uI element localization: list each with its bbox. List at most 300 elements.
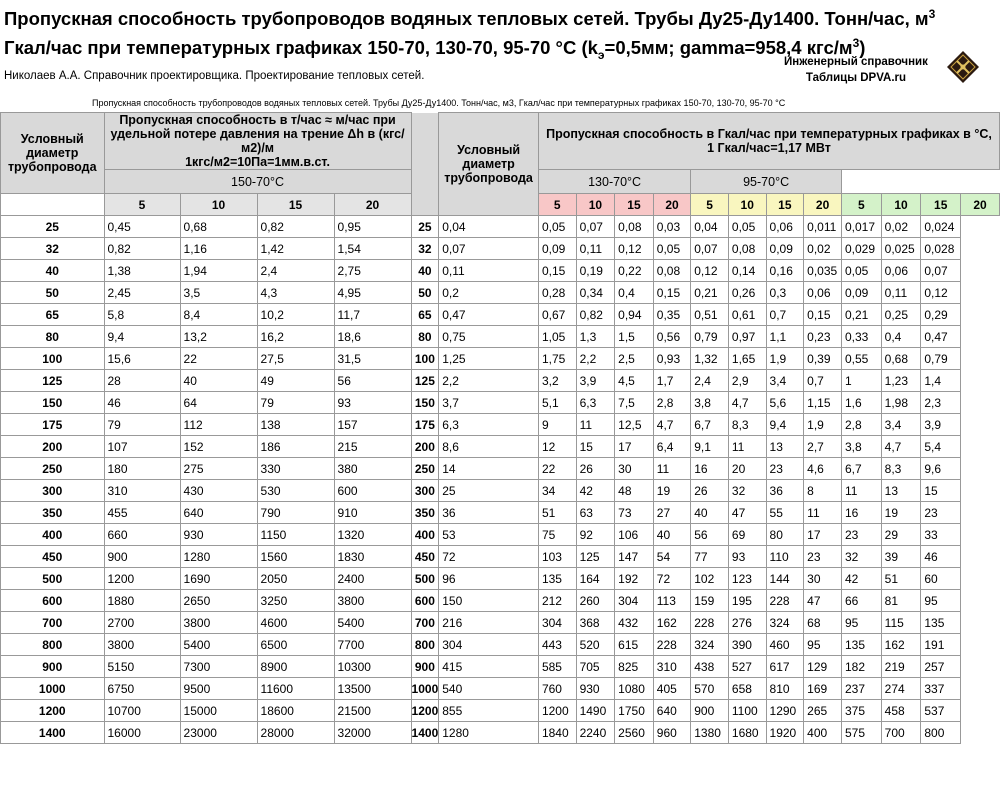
heat-cell: 705 bbox=[576, 656, 615, 678]
heat-cell: 0,55 bbox=[841, 348, 881, 370]
heat-cell: 0,4 bbox=[881, 326, 921, 348]
diameter-cell-2: 40 bbox=[411, 260, 439, 282]
heat-cell: 3,7 bbox=[439, 392, 539, 414]
pressure-20: 20 bbox=[334, 194, 411, 216]
flow-cell: 1,42 bbox=[257, 238, 334, 260]
heat-cell: 0,08 bbox=[728, 238, 766, 260]
heat-cell: 0,017 bbox=[841, 216, 881, 238]
heat-cell: 615 bbox=[615, 634, 654, 656]
heat-cell: 2,4 bbox=[691, 370, 729, 392]
g2-p10: 10 bbox=[728, 194, 766, 216]
flow-cell: 1,38 bbox=[104, 260, 180, 282]
reference-line2: Таблицы DPVA.ru bbox=[805, 72, 907, 84]
heat-cell: 66 bbox=[841, 590, 881, 612]
heat-cell: 0,21 bbox=[691, 282, 729, 304]
heat-cell: 2,2 bbox=[439, 370, 539, 392]
flow-cell: 1280 bbox=[180, 546, 257, 568]
heat-cell: 0,61 bbox=[728, 304, 766, 326]
flow-cell: 330 bbox=[257, 458, 334, 480]
diameter-cell: 1200 bbox=[1, 700, 105, 722]
heat-cell: 1200 bbox=[538, 700, 576, 722]
heat-cell: 310 bbox=[653, 656, 690, 678]
diameter-cell: 250 bbox=[1, 458, 105, 480]
heat-cell: 0,68 bbox=[881, 348, 921, 370]
heat-cell: 0,07 bbox=[576, 216, 615, 238]
flow-cell: 2,75 bbox=[334, 260, 411, 282]
flow-cell: 23000 bbox=[180, 722, 257, 744]
flow-cell: 152 bbox=[180, 436, 257, 458]
heat-cell: 8,6 bbox=[439, 436, 539, 458]
diameter-cell-2: 80 bbox=[411, 326, 439, 348]
heat-cell: 700 bbox=[881, 722, 921, 744]
heat-cell: 8,3 bbox=[881, 458, 921, 480]
heat-cell: 55 bbox=[766, 502, 804, 524]
heat-cell: 103 bbox=[538, 546, 576, 568]
diameter-cell: 350 bbox=[1, 502, 105, 524]
heat-cell: 0,97 bbox=[728, 326, 766, 348]
heat-cell: 144 bbox=[766, 568, 804, 590]
flow-cell: 310 bbox=[104, 480, 180, 502]
heat-cell: 1,7 bbox=[653, 370, 690, 392]
flow-cell: 430 bbox=[180, 480, 257, 502]
heat-cell: 1 bbox=[841, 370, 881, 392]
heat-cell: 29 bbox=[881, 524, 921, 546]
heat-cell: 129 bbox=[804, 656, 842, 678]
heat-cell: 34 bbox=[538, 480, 576, 502]
heat-cell: 4,5 bbox=[615, 370, 654, 392]
diameter-cell: 100 bbox=[1, 348, 105, 370]
heat-cell: 1,25 bbox=[439, 348, 539, 370]
flow-cell: 10,2 bbox=[257, 304, 334, 326]
heat-cell: 113 bbox=[653, 590, 690, 612]
diameter-cell: 40 bbox=[1, 260, 105, 282]
heat-cell: 0,04 bbox=[439, 216, 539, 238]
heat-cell: 11 bbox=[728, 436, 766, 458]
heat-cell: 0,15 bbox=[804, 304, 842, 326]
heat-cell: 0,09 bbox=[766, 238, 804, 260]
heat-cell: 2,5 bbox=[615, 348, 654, 370]
heat-cell: 1,4 bbox=[921, 370, 961, 392]
reference-label[interactable] bbox=[784, 54, 928, 86]
heat-cell: 9,6 bbox=[921, 458, 961, 480]
heat-cell: 125 bbox=[576, 546, 615, 568]
heat-cell: 520 bbox=[576, 634, 615, 656]
heat-cell: 169 bbox=[804, 678, 842, 700]
heat-cell: 0,47 bbox=[921, 326, 961, 348]
heat-cell: 658 bbox=[728, 678, 766, 700]
flow-cell: 93 bbox=[334, 392, 411, 414]
heat-cell: 0,12 bbox=[615, 238, 654, 260]
heat-cell: 1,15 bbox=[804, 392, 842, 414]
heat-cell: 182 bbox=[841, 656, 881, 678]
flow-cell: 11,7 bbox=[334, 304, 411, 326]
heat-cell: 0,56 bbox=[653, 326, 690, 348]
diameter-cell: 400 bbox=[1, 524, 105, 546]
heat-cell: 400 bbox=[804, 722, 842, 744]
heat-cell: 40 bbox=[653, 524, 690, 546]
diameter-cell: 50 bbox=[1, 282, 105, 304]
heat-cell: 237 bbox=[841, 678, 881, 700]
table-row bbox=[1, 348, 1000, 370]
heat-cell: 162 bbox=[653, 612, 690, 634]
header-diameter: Условный диаметр трубопровода bbox=[1, 113, 105, 194]
heat-cell: 0,11 bbox=[576, 238, 615, 260]
flow-cell: 3800 bbox=[180, 612, 257, 634]
flow-cell: 1690 bbox=[180, 568, 257, 590]
table-row bbox=[1, 656, 1000, 678]
heat-cell: 0,94 bbox=[615, 304, 654, 326]
flow-cell: 3,5 bbox=[180, 282, 257, 304]
heat-cell: 855 bbox=[439, 700, 539, 722]
diameter-cell: 150 bbox=[1, 392, 105, 414]
flow-cell: 2650 bbox=[180, 590, 257, 612]
heat-cell: 19 bbox=[653, 480, 690, 502]
heat-cell: 54 bbox=[653, 546, 690, 568]
heat-cell: 585 bbox=[538, 656, 576, 678]
heat-cell: 443 bbox=[538, 634, 576, 656]
flow-cell: 32000 bbox=[334, 722, 411, 744]
flow-cell: 5150 bbox=[104, 656, 180, 678]
heat-cell: 0,28 bbox=[538, 282, 576, 304]
flow-cell: 18,6 bbox=[334, 326, 411, 348]
heat-cell: 570 bbox=[691, 678, 729, 700]
heat-cell: 39 bbox=[881, 546, 921, 568]
header-diameter-2: Условный диаметр трубопровода bbox=[439, 113, 539, 216]
heat-cell: 11 bbox=[804, 502, 842, 524]
heat-cell: 1680 bbox=[728, 722, 766, 744]
heat-cell: 390 bbox=[728, 634, 766, 656]
flow-cell: 0,82 bbox=[104, 238, 180, 260]
flow-cell: 600 bbox=[334, 480, 411, 502]
heat-cell: 23 bbox=[804, 546, 842, 568]
group-header-3: 95-70°C bbox=[691, 170, 842, 194]
heat-cell: 63 bbox=[576, 502, 615, 524]
heat-cell: 5,4 bbox=[921, 436, 961, 458]
flow-cell: 1150 bbox=[257, 524, 334, 546]
heat-cell: 0,75 bbox=[439, 326, 539, 348]
heat-cell: 32 bbox=[728, 480, 766, 502]
heat-cell: 304 bbox=[538, 612, 576, 634]
heat-cell: 80 bbox=[766, 524, 804, 546]
heat-cell: 1100 bbox=[728, 700, 766, 722]
heat-cell: 0,09 bbox=[841, 282, 881, 304]
table-row bbox=[1, 524, 1000, 546]
heat-cell: 68 bbox=[804, 612, 842, 634]
diameter-cell-2: 65 bbox=[411, 304, 439, 326]
heat-cell: 81 bbox=[881, 590, 921, 612]
heat-cell: 36 bbox=[766, 480, 804, 502]
flow-cell: 28000 bbox=[257, 722, 334, 744]
heat-cell: 575 bbox=[841, 722, 881, 744]
table-row bbox=[1, 392, 1000, 414]
heat-cell: 276 bbox=[728, 612, 766, 634]
diameter-cell: 1000 bbox=[1, 678, 105, 700]
heat-cell: 147 bbox=[615, 546, 654, 568]
heat-cell: 0,06 bbox=[766, 216, 804, 238]
heat-cell: 1,32 bbox=[691, 348, 729, 370]
heat-cell: 20 bbox=[728, 458, 766, 480]
heat-cell: 135 bbox=[841, 634, 881, 656]
flow-cell: 15,6 bbox=[104, 348, 180, 370]
flow-cell: 56 bbox=[334, 370, 411, 392]
heat-cell: 0,35 bbox=[653, 304, 690, 326]
heat-cell: 0,33 bbox=[841, 326, 881, 348]
heat-cell: 0,11 bbox=[439, 260, 539, 282]
heat-cell: 800 bbox=[921, 722, 961, 744]
heat-cell: 93 bbox=[728, 546, 766, 568]
heat-cell: 540 bbox=[439, 678, 539, 700]
heat-cell: 23 bbox=[921, 502, 961, 524]
page-title: Пропускная способность трубопроводов водяных тепловых сетей. Трубы Ду25-Ду1400. Тонн/час, $м^3$ Гкал/час при температурных графиках 150-70, 130-70, 95-70 °C ($k_э=0,5мм$; gamma=958,4 кгс/$м^3$) bbox=[4, 7, 936, 62]
author-line: Николаев А.А. Справочник проектировщика. Проектирование тепловых сетей. bbox=[4, 70, 425, 82]
heat-cell: 4,7 bbox=[881, 436, 921, 458]
heat-cell: 0,3 bbox=[766, 282, 804, 304]
heat-cell: 2240 bbox=[576, 722, 615, 744]
heat-cell: 405 bbox=[653, 678, 690, 700]
flow-cell: 4,3 bbox=[257, 282, 334, 304]
flow-cell: 380 bbox=[334, 458, 411, 480]
g2-p20: 20 bbox=[804, 194, 842, 216]
diameter-cell-2: 250 bbox=[411, 458, 439, 480]
heat-cell: 375 bbox=[841, 700, 881, 722]
heat-cell: 3,4 bbox=[766, 370, 804, 392]
heat-cell: 42 bbox=[576, 480, 615, 502]
heat-cell: 51 bbox=[538, 502, 576, 524]
flow-cell: 2050 bbox=[257, 568, 334, 590]
heat-cell: 304 bbox=[439, 634, 539, 656]
heat-cell: 9,1 bbox=[691, 436, 729, 458]
heat-cell: 537 bbox=[921, 700, 961, 722]
heat-cell: 458 bbox=[881, 700, 921, 722]
g2-p15: 15 bbox=[766, 194, 804, 216]
heat-cell: 1,1 bbox=[766, 326, 804, 348]
flow-cell: 1,16 bbox=[180, 238, 257, 260]
table-row bbox=[1, 590, 1000, 612]
table-row bbox=[1, 414, 1000, 436]
heat-cell: 0,39 bbox=[804, 348, 842, 370]
flow-cell: 0,82 bbox=[257, 216, 334, 238]
heat-cell: 2560 bbox=[615, 722, 654, 744]
flow-cell: 9500 bbox=[180, 678, 257, 700]
heat-cell: 5,1 bbox=[538, 392, 576, 414]
table-row bbox=[1, 216, 1000, 238]
dpva-logo-icon[interactable] bbox=[946, 50, 980, 84]
g3-p10: 10 bbox=[881, 194, 921, 216]
heat-cell: 69 bbox=[728, 524, 766, 546]
heat-cell: 0,011 bbox=[804, 216, 842, 238]
flow-cell: 10700 bbox=[104, 700, 180, 722]
heat-cell: 2,8 bbox=[841, 414, 881, 436]
flow-cell: 2,4 bbox=[257, 260, 334, 282]
heat-cell: 14 bbox=[439, 458, 539, 480]
diameter-cell-2: 1400 bbox=[411, 722, 439, 744]
diameter-cell-2: 1000 bbox=[411, 678, 439, 700]
heat-cell: 0,15 bbox=[538, 260, 576, 282]
heat-cell: 115 bbox=[881, 612, 921, 634]
heat-cell: 1,75 bbox=[538, 348, 576, 370]
heat-cell: 6,3 bbox=[576, 392, 615, 414]
flow-cell: 46 bbox=[104, 392, 180, 414]
diameter-cell: 900 bbox=[1, 656, 105, 678]
heat-cell: 219 bbox=[881, 656, 921, 678]
g2-p5: 5 bbox=[691, 194, 729, 216]
heat-cell: 0,4 bbox=[615, 282, 654, 304]
flow-cell: 6750 bbox=[104, 678, 180, 700]
flow-cell: 180 bbox=[104, 458, 180, 480]
heat-cell: 73 bbox=[615, 502, 654, 524]
heat-cell: 0,19 bbox=[576, 260, 615, 282]
heat-cell: 95 bbox=[804, 634, 842, 656]
diameter-cell-2: 125 bbox=[411, 370, 439, 392]
heat-cell: 0,025 bbox=[881, 238, 921, 260]
g3-p5: 5 bbox=[841, 194, 881, 216]
heat-cell: 260 bbox=[576, 590, 615, 612]
heat-cell: 0,34 bbox=[576, 282, 615, 304]
diameter-cell-2: 150 bbox=[411, 392, 439, 414]
diameter-cell-2: 32 bbox=[411, 238, 439, 260]
heat-cell: 92 bbox=[576, 524, 615, 546]
heat-cell: 0,08 bbox=[653, 260, 690, 282]
flow-cell: 1,54 bbox=[334, 238, 411, 260]
g1-p15: 15 bbox=[615, 194, 654, 216]
heat-cell: 1,5 bbox=[615, 326, 654, 348]
flow-cell: 455 bbox=[104, 502, 180, 524]
heat-cell: 0,16 bbox=[766, 260, 804, 282]
diameter-cell-2: 900 bbox=[411, 656, 439, 678]
heat-cell: 8,3 bbox=[728, 414, 766, 436]
heat-cell: 9,4 bbox=[766, 414, 804, 436]
heat-cell: 0,11 bbox=[881, 282, 921, 304]
table-row bbox=[1, 238, 1000, 260]
table-row bbox=[1, 568, 1000, 590]
flow-cell: 15000 bbox=[180, 700, 257, 722]
heat-cell: 0,07 bbox=[439, 238, 539, 260]
heat-cell: 0,07 bbox=[921, 260, 961, 282]
flow-cell: 0,95 bbox=[334, 216, 411, 238]
heat-cell: 195 bbox=[728, 590, 766, 612]
flow-cell: 900 bbox=[104, 546, 180, 568]
flow-cell: 930 bbox=[180, 524, 257, 546]
heat-cell: 26 bbox=[691, 480, 729, 502]
reference-line1: Инженерный справочник bbox=[784, 56, 928, 68]
heat-cell: 760 bbox=[538, 678, 576, 700]
diameter-cell-2: 350 bbox=[411, 502, 439, 524]
heat-cell: 0,06 bbox=[804, 282, 842, 304]
heat-cell: 1840 bbox=[538, 722, 576, 744]
flow-cell: 5400 bbox=[180, 634, 257, 656]
heat-cell: 48 bbox=[615, 480, 654, 502]
flow-cell: 275 bbox=[180, 458, 257, 480]
heat-cell: 3,8 bbox=[691, 392, 729, 414]
heat-cell: 0,04 bbox=[691, 216, 729, 238]
heat-cell: 162 bbox=[881, 634, 921, 656]
heat-cell: 265 bbox=[804, 700, 842, 722]
heat-cell: 5,6 bbox=[766, 392, 804, 414]
heat-cell: 23 bbox=[766, 458, 804, 480]
heat-cell: 6,7 bbox=[691, 414, 729, 436]
heat-cell: 1,05 bbox=[538, 326, 576, 348]
flow-cell: 8900 bbox=[257, 656, 334, 678]
flow-cell: 5400 bbox=[334, 612, 411, 634]
g1-p5: 5 bbox=[538, 194, 576, 216]
flow-cell: 9,4 bbox=[104, 326, 180, 348]
pressure-15: 15 bbox=[257, 194, 334, 216]
heat-cell: 228 bbox=[691, 612, 729, 634]
table-row bbox=[1, 458, 1000, 480]
heat-cell: 0,22 bbox=[615, 260, 654, 282]
flow-cell: 31,5 bbox=[334, 348, 411, 370]
heat-cell: 19 bbox=[881, 502, 921, 524]
pressure-5: 5 bbox=[104, 194, 180, 216]
flow-cell: 790 bbox=[257, 502, 334, 524]
flow-cell: 21500 bbox=[334, 700, 411, 722]
diameter-cell-2: 500 bbox=[411, 568, 439, 590]
flow-cell: 16000 bbox=[104, 722, 180, 744]
heat-cell: 0,03 bbox=[653, 216, 690, 238]
heat-cell: 640 bbox=[653, 700, 690, 722]
flow-cell: 7700 bbox=[334, 634, 411, 656]
heat-cell: 1920 bbox=[766, 722, 804, 744]
g3-p15: 15 bbox=[921, 194, 961, 216]
heat-cell: 274 bbox=[881, 678, 921, 700]
flow-cell: 5,8 bbox=[104, 304, 180, 326]
heat-cell: 324 bbox=[691, 634, 729, 656]
heat-cell: 432 bbox=[615, 612, 654, 634]
heat-cell: 17 bbox=[804, 524, 842, 546]
flow-cell: 79 bbox=[104, 414, 180, 436]
heat-cell: 0,12 bbox=[921, 282, 961, 304]
heat-cell: 1,9 bbox=[766, 348, 804, 370]
heat-cell: 337 bbox=[921, 678, 961, 700]
heat-cell: 77 bbox=[691, 546, 729, 568]
heat-cell: 22 bbox=[538, 458, 576, 480]
flow-cell: 640 bbox=[180, 502, 257, 524]
heat-cell: 102 bbox=[691, 568, 729, 590]
diameter-cell: 25 bbox=[1, 216, 105, 238]
heat-cell: 12 bbox=[538, 436, 576, 458]
heat-cell: 304 bbox=[615, 590, 654, 612]
flow-cell: 49 bbox=[257, 370, 334, 392]
heat-cell: 1,65 bbox=[728, 348, 766, 370]
flow-cell: 2400 bbox=[334, 568, 411, 590]
heat-cell: 0,26 bbox=[728, 282, 766, 304]
heat-cell: 13 bbox=[881, 480, 921, 502]
heat-cell: 6,4 bbox=[653, 436, 690, 458]
heat-cell: 3,9 bbox=[576, 370, 615, 392]
heat-cell: 2,3 bbox=[921, 392, 961, 414]
heat-cell: 1,3 bbox=[576, 326, 615, 348]
flow-cell: 28 bbox=[104, 370, 180, 392]
heat-cell: 96 bbox=[439, 568, 539, 590]
diameter-cell: 800 bbox=[1, 634, 105, 656]
heat-cell: 75 bbox=[538, 524, 576, 546]
diameter-cell-2: 175 bbox=[411, 414, 439, 436]
heat-cell: 36 bbox=[439, 502, 539, 524]
flow-cell: 186 bbox=[257, 436, 334, 458]
heat-cell: 11 bbox=[653, 458, 690, 480]
heat-cell: 0,7 bbox=[766, 304, 804, 326]
heat-cell: 1380 bbox=[691, 722, 729, 744]
table-row bbox=[1, 634, 1000, 656]
heat-cell: 0,14 bbox=[728, 260, 766, 282]
heat-cell: 72 bbox=[653, 568, 690, 590]
heat-cell: 460 bbox=[766, 634, 804, 656]
flow-cell: 22 bbox=[180, 348, 257, 370]
table-row bbox=[1, 326, 1000, 348]
heat-cell: 1290 bbox=[766, 700, 804, 722]
heat-cell: 4,7 bbox=[653, 414, 690, 436]
flow-cell: 3800 bbox=[334, 590, 411, 612]
